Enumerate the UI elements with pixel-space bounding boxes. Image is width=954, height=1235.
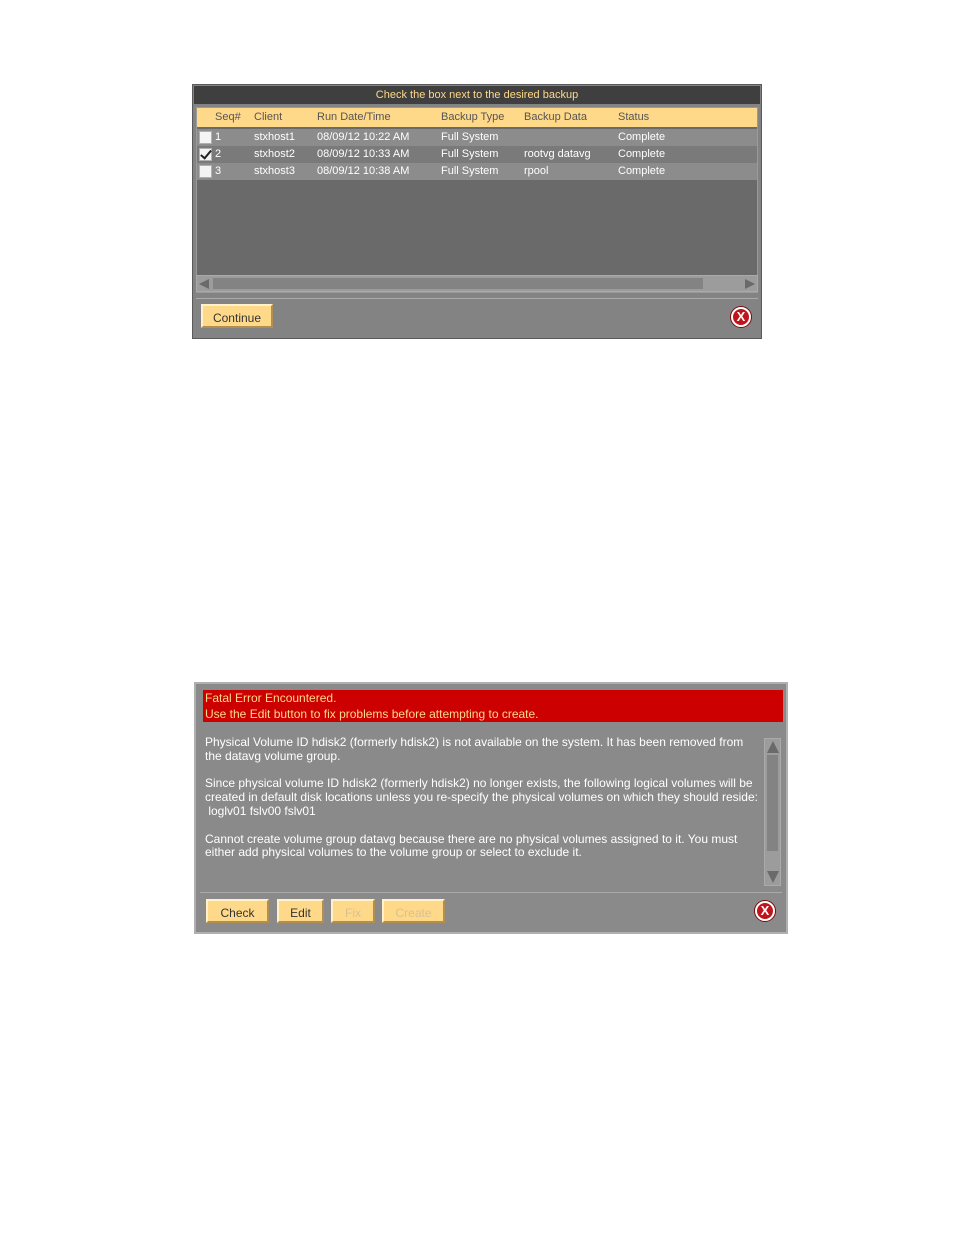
cell-type: Full System	[441, 148, 499, 160]
dialog-footer	[196, 298, 758, 333]
error-banner-title: Fatal Error Encountered.	[205, 691, 337, 705]
error-banner	[203, 690, 783, 722]
cell-type: Full System	[441, 131, 499, 143]
backup-selection-dialog	[192, 84, 762, 339]
dialog-footer	[200, 892, 782, 930]
column-header-backup-data[interactable]: Backup Data	[524, 111, 587, 123]
table-header	[197, 108, 757, 127]
cell-client: stxhost3	[254, 165, 295, 177]
scroll-down-icon[interactable]	[767, 871, 779, 883]
cell-data: rootvg datavg	[524, 148, 591, 160]
error-message: Cannot create volume group datavg because there are no physical volumes assigned to it. You must either add physical volumes to the volume group or select to exclude it.	[205, 831, 738, 860]
column-header-status[interactable]: Status	[618, 111, 650, 123]
cell-status: Complete	[618, 131, 666, 143]
scroll-left-icon[interactable]	[199, 279, 209, 289]
error-message: Since physical volume ID hdisk2 (formerly hdisk2) no longer exists, the following logical volumes will be created in default disk locations unless you re-specify the physical volumes on which they should reside:	[205, 776, 758, 805]
close-icon[interactable]: X	[755, 901, 775, 921]
create-button: Create	[382, 899, 445, 923]
row-checkbox[interactable]	[199, 148, 212, 161]
error-message: Physical Volume ID hdisk2 (formerly hdisk2) is not available on the system. It has been removed from the datavg volume group.	[205, 736, 744, 763]
scrollbar-thumb[interactable]	[213, 278, 703, 289]
row-checkbox[interactable]	[199, 131, 212, 144]
error-message-area	[203, 736, 763, 886]
fatal-error-dialog	[194, 682, 788, 934]
cell-datetime: 08/09/12 10:22 AM	[317, 131, 410, 143]
column-header-run-date-time[interactable]: Run Date/Time	[317, 111, 391, 123]
cell-client: stxhost1	[254, 131, 295, 143]
edit-button[interactable]: Edit	[277, 899, 324, 923]
cell-seq: 2	[215, 148, 222, 160]
cell-status: Complete	[618, 165, 666, 177]
column-header-client[interactable]: Client	[254, 111, 283, 123]
error-banner-instruction: Use the Edit button to fix problems before attempting to create.	[205, 707, 539, 721]
error-message-volumes: loglv01 fslv00 fslv01	[205, 803, 316, 818]
horizontal-scrollbar[interactable]	[196, 275, 758, 292]
continue-button[interactable]: Continue	[201, 304, 273, 328]
cell-type: Full System	[441, 165, 499, 177]
vertical-scrollbar[interactable]	[764, 738, 781, 886]
scroll-right-icon[interactable]	[745, 279, 755, 289]
cell-client: stxhost2	[254, 148, 295, 160]
cell-seq: 3	[215, 165, 222, 177]
column-header-seq[interactable]: Seq#	[215, 111, 241, 123]
cell-seq: 1	[215, 131, 222, 143]
table-row[interactable]	[197, 163, 757, 180]
check-button[interactable]: Check	[206, 899, 269, 923]
column-header-backup-type[interactable]: Backup Type	[441, 111, 505, 123]
fix-button: Fix	[331, 899, 375, 923]
row-checkbox[interactable]	[199, 165, 212, 178]
table-row[interactable]	[197, 129, 757, 146]
table-row[interactable]	[197, 146, 757, 163]
scroll-up-icon[interactable]	[767, 741, 779, 753]
dialog-title: Check the box next to the desired backup	[194, 86, 760, 104]
close-icon[interactable]: X	[731, 307, 751, 327]
backup-list	[196, 107, 758, 293]
cell-status: Complete	[618, 148, 666, 160]
cell-datetime: 08/09/12 10:33 AM	[317, 148, 410, 160]
cell-datetime: 08/09/12 10:38 AM	[317, 165, 410, 177]
cell-data: rpool	[524, 165, 549, 177]
scrollbar-thumb[interactable]	[767, 755, 778, 851]
